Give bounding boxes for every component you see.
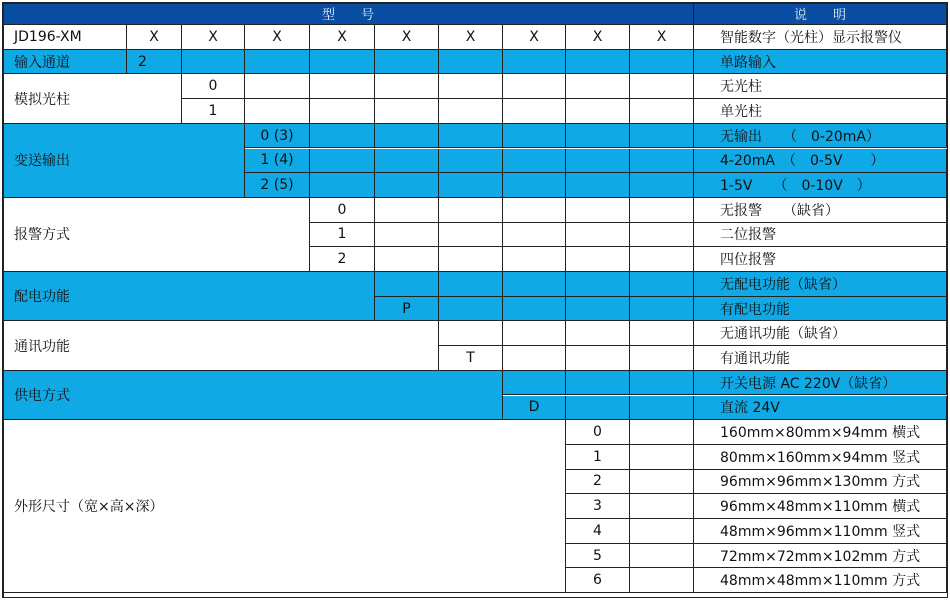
option-code: 2 — [127, 50, 182, 75]
option-description: 四位报警 — [694, 247, 947, 272]
empty-cell — [630, 420, 694, 445]
option-code: 2 (5) — [245, 173, 310, 198]
empty-cell — [630, 396, 694, 421]
option-code: 4 — [566, 519, 630, 544]
empty-cell — [630, 74, 694, 99]
empty-cell — [503, 198, 566, 223]
empty-cell — [375, 50, 439, 75]
model-selection-table — [3, 3, 947, 597]
empty-cell — [503, 99, 566, 124]
empty-cell — [566, 247, 630, 272]
empty-cell — [439, 272, 503, 297]
empty-cell — [630, 470, 694, 495]
empty-cell — [310, 173, 375, 198]
empty-cell — [630, 247, 694, 272]
option-description: 72mm×72mm×102mm 方式 — [694, 544, 947, 569]
option-description: 4-20mA （ 0-5V ） — [694, 149, 947, 174]
section-label: 配电功能 — [3, 272, 375, 321]
option-code: 0 — [310, 198, 375, 223]
model-placeholder: X — [503, 25, 566, 50]
empty-cell — [566, 198, 630, 223]
option-description: 无配电功能（缺省） — [694, 272, 947, 297]
empty-cell — [630, 445, 694, 470]
empty-cell — [375, 173, 439, 198]
empty-cell — [503, 321, 566, 346]
empty-cell — [439, 297, 503, 322]
empty-cell — [566, 346, 630, 371]
empty-cell — [630, 568, 694, 593]
option-code: D — [503, 396, 566, 421]
option-description: 48mm×96mm×110mm 竖式 — [694, 519, 947, 544]
empty-cell — [310, 74, 375, 99]
model-placeholder: X — [375, 25, 439, 50]
empty-cell — [630, 99, 694, 124]
empty-cell — [375, 149, 439, 174]
model-placeholder: X — [630, 25, 694, 50]
model-placeholder: X — [182, 25, 245, 50]
section-label: 通讯功能 — [3, 321, 439, 370]
empty-cell — [566, 371, 630, 396]
model-placeholder: X — [566, 25, 630, 50]
empty-cell — [310, 99, 375, 124]
empty-cell — [566, 297, 630, 322]
empty-cell — [503, 173, 566, 198]
option-code: 1 — [182, 99, 245, 124]
empty-cell — [439, 223, 503, 248]
empty-cell — [566, 74, 630, 99]
option-code: 1 — [566, 445, 630, 470]
section-label: 报警方式 — [3, 198, 310, 272]
option-description: 开关电源 AC 220V（缺省） — [694, 371, 947, 396]
option-description: 1-5V （ 0-10V ） — [694, 173, 947, 198]
option-code — [375, 272, 439, 297]
empty-cell — [503, 124, 566, 149]
option-description: 无输出 （ 0-20mA） — [694, 124, 947, 149]
option-description: 有通讯功能 — [694, 346, 947, 371]
option-code: 0 — [182, 74, 245, 99]
empty-cell — [630, 321, 694, 346]
empty-cell — [630, 346, 694, 371]
empty-cell — [375, 99, 439, 124]
option-code: 0 (3) — [245, 124, 310, 149]
option-code: 5 — [566, 544, 630, 569]
option-description: 二位报警 — [694, 223, 947, 248]
empty-cell — [566, 124, 630, 149]
section-label: 输入通道 — [3, 50, 127, 75]
section-label: 模拟光柱 — [3, 74, 182, 123]
empty-cell — [310, 124, 375, 149]
model-placeholder: X — [127, 25, 182, 50]
empty-cell — [566, 99, 630, 124]
empty-cell — [310, 50, 375, 75]
option-code: T — [439, 346, 503, 371]
option-description: 单路输入 — [694, 50, 947, 75]
section-label: 变送输出 — [3, 124, 245, 198]
option-description: 直流 24V — [694, 396, 947, 421]
empty-cell — [503, 247, 566, 272]
option-description: 160mm×80mm×94mm 横式 — [694, 420, 947, 445]
section-label: 供电方式 — [3, 371, 503, 420]
empty-cell — [245, 99, 310, 124]
empty-cell — [630, 371, 694, 396]
empty-cell — [566, 223, 630, 248]
option-code: 1 — [310, 223, 375, 248]
model-prefix: JD196-XM — [3, 25, 127, 50]
option-description: 有配电功能 — [694, 297, 947, 322]
option-description: 96mm×48mm×110mm 横式 — [694, 494, 947, 519]
empty-cell — [439, 173, 503, 198]
empty-cell — [375, 198, 439, 223]
empty-cell — [310, 149, 375, 174]
model-placeholder: X — [310, 25, 375, 50]
option-code: 6 — [566, 568, 630, 593]
section-label: 外形尺寸（宽×高×深） — [3, 420, 566, 593]
option-description: 96mm×96mm×130mm 方式 — [694, 470, 947, 495]
empty-cell — [630, 544, 694, 569]
empty-cell — [503, 50, 566, 75]
empty-cell — [566, 396, 630, 421]
model-header: 型 号 — [3, 3, 694, 25]
description-header: 说 明 — [694, 3, 947, 25]
model-placeholder: X — [245, 25, 310, 50]
empty-cell — [566, 173, 630, 198]
option-code — [503, 371, 566, 396]
empty-cell — [630, 297, 694, 322]
option-description: 无光柱 — [694, 74, 947, 99]
empty-cell — [503, 223, 566, 248]
empty-cell — [630, 198, 694, 223]
empty-cell — [566, 321, 630, 346]
option-description: 80mm×160mm×94mm 竖式 — [694, 445, 947, 470]
empty-cell — [439, 50, 503, 75]
empty-cell — [566, 149, 630, 174]
empty-cell — [439, 247, 503, 272]
empty-cell — [630, 272, 694, 297]
empty-cell — [503, 297, 566, 322]
option-code: 1 (4) — [245, 149, 310, 174]
option-code: 3 — [566, 494, 630, 519]
empty-cell — [245, 74, 310, 99]
empty-cell — [630, 173, 694, 198]
empty-cell — [375, 223, 439, 248]
empty-cell — [375, 124, 439, 149]
empty-cell — [566, 272, 630, 297]
empty-cell — [182, 50, 245, 75]
empty-cell — [630, 50, 694, 75]
empty-cell — [503, 346, 566, 371]
model-description: 智能数字（光柱）显示报警仪 — [694, 25, 947, 50]
empty-cell — [375, 74, 439, 99]
option-description: 单光柱 — [694, 99, 947, 124]
option-description: 48mm×48mm×110mm 方式 — [694, 568, 947, 593]
empty-cell — [375, 247, 439, 272]
empty-cell — [245, 50, 310, 75]
option-code: 0 — [566, 420, 630, 445]
empty-cell — [503, 149, 566, 174]
empty-cell — [439, 198, 503, 223]
empty-cell — [439, 74, 503, 99]
option-description: 无报警 （缺省） — [694, 198, 947, 223]
empty-cell — [439, 149, 503, 174]
option-code: 2 — [310, 247, 375, 272]
empty-cell — [439, 99, 503, 124]
empty-cell — [566, 50, 630, 75]
option-code: P — [375, 297, 439, 322]
empty-cell — [439, 124, 503, 149]
empty-cell — [630, 519, 694, 544]
empty-cell — [503, 272, 566, 297]
model-placeholder: X — [439, 25, 503, 50]
empty-cell — [630, 149, 694, 174]
empty-cell — [630, 124, 694, 149]
option-code: 2 — [566, 470, 630, 495]
option-description: 无通讯功能（缺省） — [694, 321, 947, 346]
option-code — [439, 321, 503, 346]
empty-cell — [630, 494, 694, 519]
empty-cell — [503, 74, 566, 99]
empty-cell — [630, 223, 694, 248]
